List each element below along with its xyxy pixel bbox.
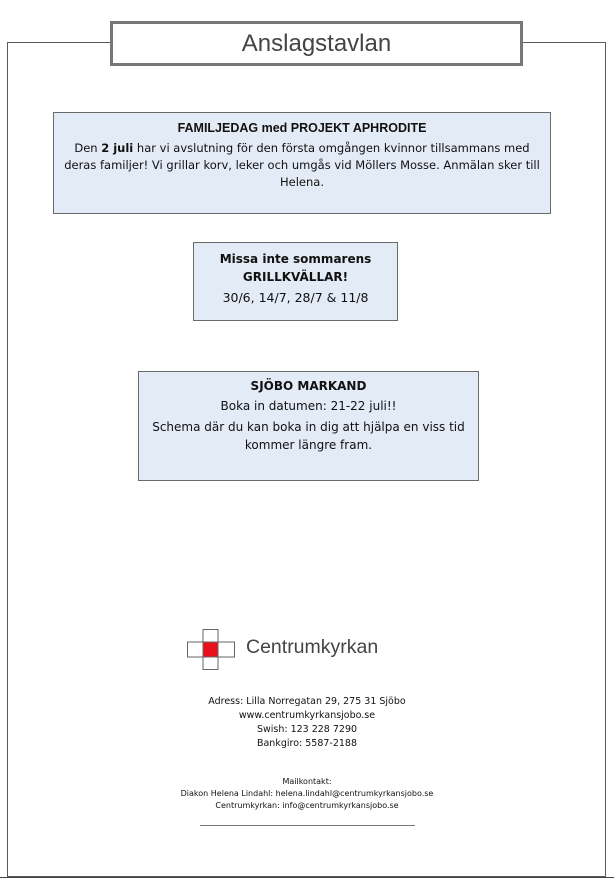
notice-schedule: Schema där du kan boka in dig att hjälpa en viss tid kommer längre fram. bbox=[152, 420, 465, 452]
notice-markand bbox=[138, 371, 479, 481]
contact-website: www.centrumkyrkansjobo.se bbox=[238, 710, 376, 721]
divider bbox=[200, 825, 415, 826]
contact-bankgiro: Bankgiro: 5587-2188 bbox=[256, 738, 358, 749]
notice-grillkvallar bbox=[193, 242, 398, 321]
contact-address: Adress: Lilla Norregatan 29, 275 31 Sjöbo bbox=[208, 696, 406, 707]
mail-contact-block bbox=[100, 776, 514, 812]
centrumkyrkan-cross-icon bbox=[187, 629, 235, 670]
notice-heading: SJÖBO MARKAND bbox=[250, 379, 367, 393]
contact-swish: Swish: 123 228 7290 bbox=[256, 724, 358, 735]
notice-familjedag bbox=[53, 112, 551, 214]
notice-dates: 30/6, 14/7, 28/7 & 11/8 bbox=[222, 290, 369, 305]
notice-body bbox=[54, 140, 550, 191]
notice-heading-line2: GRILLKVÄLLAR! bbox=[242, 270, 349, 284]
contact-block bbox=[100, 695, 514, 751]
notice-text: har vi avslutning för den första omgången kvinnor tillsammans med deras familjer! Vi grillar korv, leker och umgås vid Möllers Mosse. Anmälan sker till Helena. bbox=[64, 141, 540, 189]
notice-heading: FAMILJEDAG med PROJEKT APHRODITE bbox=[177, 121, 427, 135]
notice-date: 2 juli bbox=[101, 141, 134, 155]
cross-center bbox=[203, 642, 218, 657]
logo-name: Centrumkyrkan bbox=[246, 636, 379, 658]
mail-heading: Mailkontakt: bbox=[282, 777, 332, 786]
page-title: Anslagstavlan bbox=[241, 29, 392, 57]
mail-general: Centrumkyrkan: info@centrumkyrkansjobo.se bbox=[215, 801, 399, 810]
notice-booking: Boka in datumen: 21-22 juli!! bbox=[220, 399, 397, 413]
title-box bbox=[110, 21, 523, 66]
notice-heading-line1: Missa inte sommarens bbox=[219, 252, 372, 266]
notice-lead: Den bbox=[74, 141, 102, 155]
mail-deacon: Diakon Helena Lindahl: helena.lindahl@centrumkyrkansjobo.se bbox=[180, 789, 434, 798]
bottom-edge bbox=[0, 877, 614, 878]
